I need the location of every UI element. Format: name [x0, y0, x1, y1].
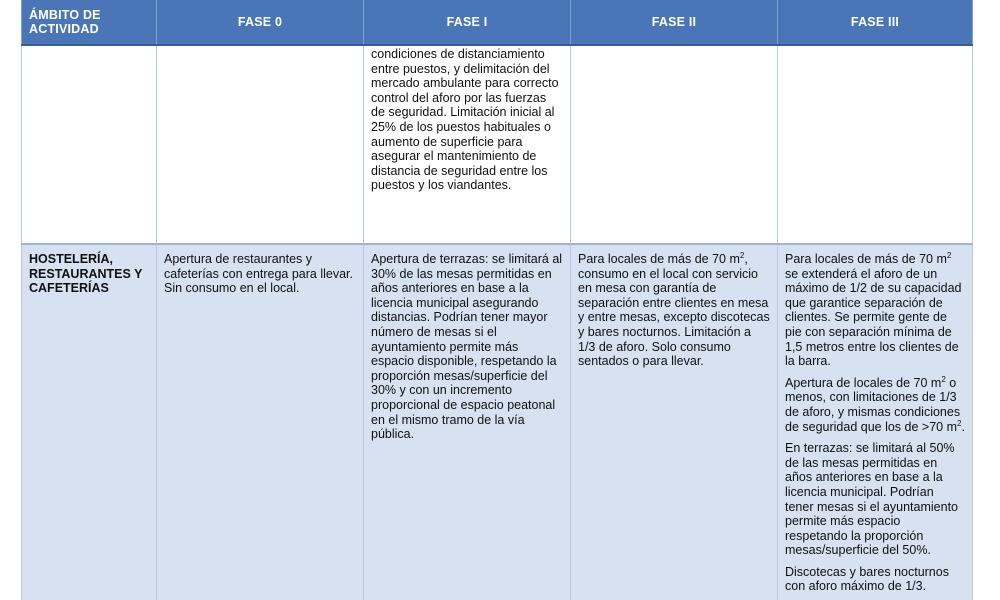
cell-paragraph: Apertura de locales de 70 $m^2$ o menos, con limitaciones de 1/3 de aforo, y mismas condiciones de seguridad que los de >70 $m^2$.: [785, 374, 965, 434]
cell-fase3: [778, 244, 973, 600]
cell-fase2: [571, 244, 778, 600]
cell-ambito: [22, 45, 157, 244]
table-body: [22, 45, 973, 600]
header-fase-1: FASE I: [364, 0, 571, 45]
cell-paragraph: Apertura de terrazas: se limitará al 30% de las mesas permitidas en años anteriores en base a la licencia municipal asegurando distancias. Podrían tener mayor número de mesas si el ayuntamiento permite más espacio disponible, respetando la proporción mesas/superficie del 30% y con un incremento proporcional de espacio peatonal en el mismo tramo de la vía pública.: [371, 252, 563, 442]
cell-fase0: [157, 45, 364, 244]
cell-fase2: [571, 45, 778, 244]
cell-paragraph: Para locales de más de 70 $m^2$, consumo en el local con servicio en mesa con garantía de separación entre clientes en mesa y entre mesas, excepto discotecas y bares nocturnos. Limitación a 1/3 de aforo. Solo consumo sentados o para llevar.: [578, 251, 770, 369]
cell-paragraph: Apertura de restaurantes y cafeterías con entrega para llevar. Sin consumo en el local.: [164, 252, 354, 296]
header-ambito: ÁMBITO DE ACTIVIDAD: [22, 0, 157, 45]
cell-fase0: [157, 244, 364, 600]
superscript-2: 2: [946, 251, 952, 260]
superscript-2: 2: [941, 374, 946, 384]
header-fase-0: FASE 0: [157, 0, 364, 45]
cell-ambito: HOSTELERÍA, RESTAURANTES Y CAFETERÍAS: [22, 244, 157, 600]
superscript-2: 2: [957, 418, 962, 428]
table-row: [22, 45, 973, 244]
cell-paragraph: condiciones de distanciamiento entre puestos, y delimitación del mercado ambulante para correcto control del aforo por las fuerzas de seguridad. Limitación inicial al 25% de los puestos habituales o aumento de superficie para asegurar el mantenimiento de distancia de seguridad entre los puestos y los viandantes.: [371, 47, 559, 193]
table-row: [22, 244, 973, 600]
cell-paragraph: En terrazas: se limitará al 50% de las mesas permitidas en años anteriores en base a la licencia municipal. Podrían tener mesas si el ayuntamiento permite más espacio respetando la proporción mesas/superficie del 50%.: [785, 441, 959, 558]
cell-paragraph: Para locales de más de 70 $m^2$ se extenderá el aforo de un máximo de 1/2 de su capacidad que garantice separación de clientes. Se permite gente de pie con separación mínima de 1,5 metros entre los clientes de la barra.: [785, 251, 962, 369]
header-fase-2: FASE II: [571, 0, 778, 45]
cell-fase1: [364, 45, 571, 244]
cell-paragraph: Discotecas y bares nocturnos con aforo máximo de 1/3.: [785, 564, 949, 594]
table-header-row: [22, 0, 973, 45]
cell-fase1: [364, 244, 571, 600]
header-fase-3: FASE III: [778, 0, 973, 45]
cell-fase3: [778, 45, 973, 244]
superscript-2: 2: [739, 251, 745, 260]
phases-table: [21, 0, 973, 600]
